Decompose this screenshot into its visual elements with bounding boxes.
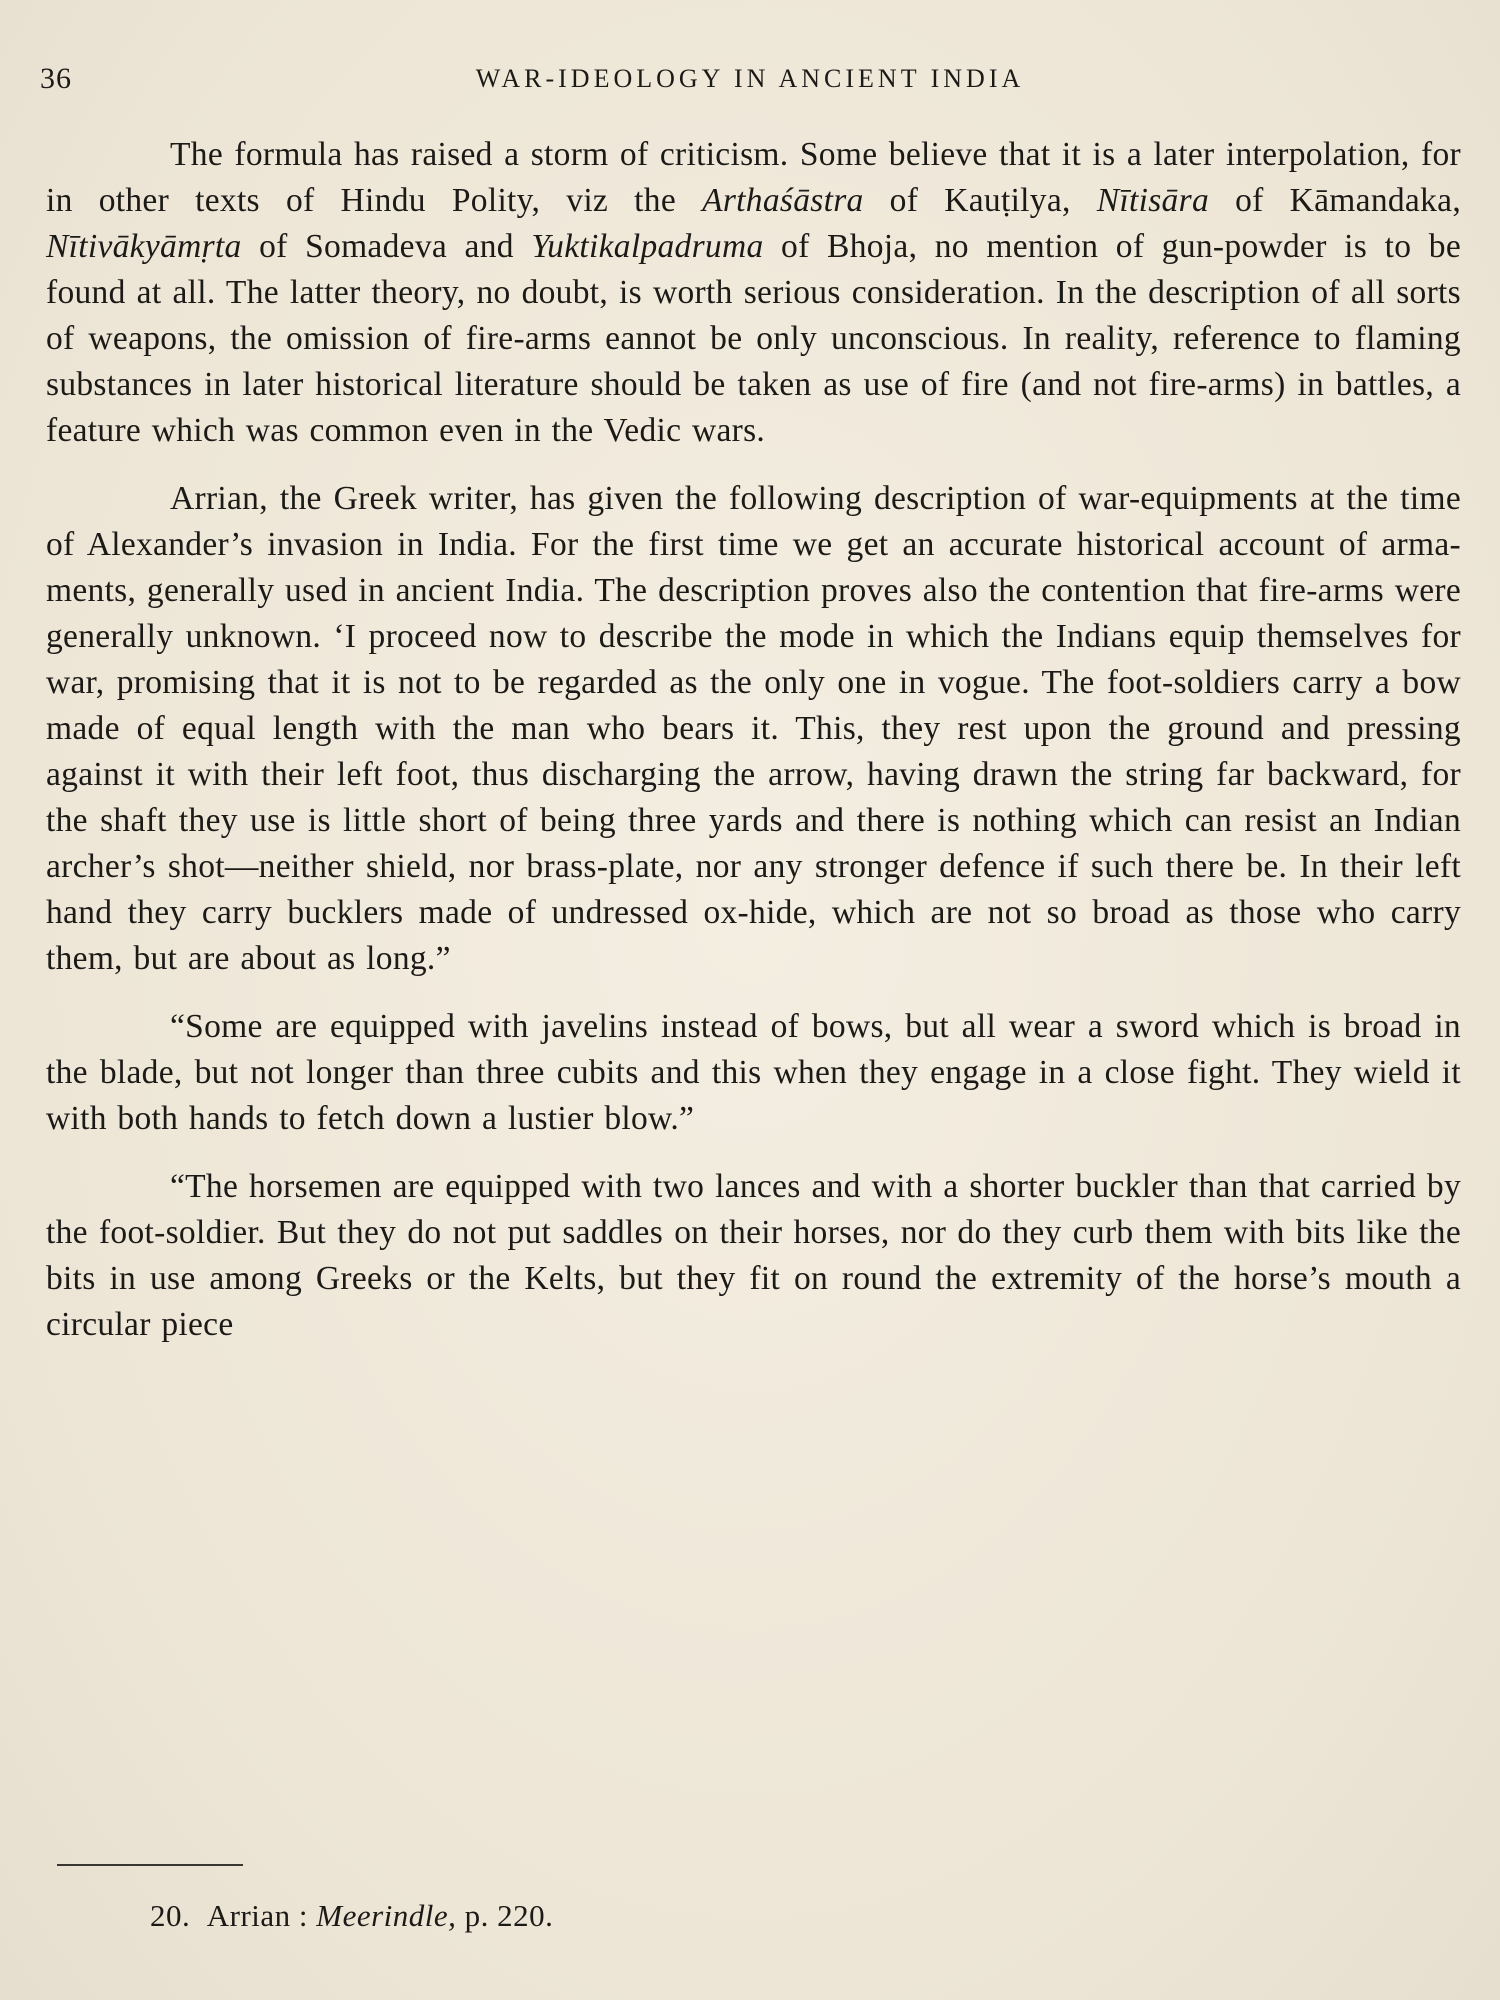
title-yuktikalpadruma: Yuktikalpadruma [531, 228, 764, 265]
paragraph-1-text-e: of Bhoja, no mention of gun-powder is to be found at all. The latter theory, no doubt, is worth serious consideration. In the description of all sorts of weapons, the omission of fire-arms eannot be only unconscious. In reality, reference to flaming substances in later historical literature should be taken as use of fire (and not fire-arms) in battles, a feature which was common even in the Vedic wars. [46, 228, 1462, 449]
title-arthasastra: Arthaśāstra [702, 182, 864, 219]
page-header [40, 62, 1460, 112]
running-title: WAR-IDEOLOGY IN ANCIENT INDIA [475, 64, 1025, 93]
footnote-divider [57, 1864, 243, 1866]
paragraph-1-text-c: of Kāmandaka, [1209, 182, 1461, 219]
paragraph-3: “Some are equipped with javelins instead of bows, but all wear a sword which is broad in the blade, but not longer than three cubits and this when they engage in a close fight. They wield it with both hands to fetch down a lustier blow.” [46, 1008, 1461, 1137]
footnote-number: 20. [150, 1898, 191, 1933]
paragraph-1-text-a: The formula has raised a storm of criticism. Some believe that it is a later interpolation, for in other texts of Hindu Polity, viz the [46, 136, 1461, 219]
footnote-author: Arrian : [206, 1898, 309, 1933]
paragraph-4: “The horsemen are equipped with two lances and with a shorter buckler than that carried by the foot-soldier. But they do not put saddles on their horses, nor do they curb them with bits like the bits in use among Greeks or the Kelts, but they fit on round the extremity of the horse’s mouth a circular piece [46, 1168, 1461, 1343]
title-nitivakyamrta: Nītivākyāmṛta [46, 228, 242, 265]
page-number: 36 [40, 62, 72, 95]
footnote [150, 1896, 553, 1936]
footnote-page: p. 220. [464, 1898, 554, 1933]
title-nitisara: Nītisāra [1096, 182, 1209, 219]
paragraph-1-text-d: of Somadeva and [241, 228, 532, 265]
footnote-work: Meerindle, [316, 1898, 457, 1933]
paragraph-1 [46, 132, 1461, 454]
paragraph-1-text-b: of Kauṭilya, [863, 182, 1097, 219]
paragraph-2: Arrian, the Greek writer, has given the following description of war-equipments at the time of Alexander’s invasion in India. For the first time we get an accurate historical account of arma-ments, generally used in ancient India. The description proves also the contention that fire-arms were generally unknown. ‘I proceed now to describe the mode in which the Indians equip themselves for war, promising that it is not to be regarded as the only one in vogue. The foot-soldiers carry a bow made of equal length with the man who bears it. This, they rest upon the ground and pressing against it with their left foot, thus discharging the arrow, having drawn the string far backward, for the shaft they use is little short of being three yards and there is nothing which can resist an Indian archer’s shot—neither shield, nor brass-plate, nor any stronger defence if such there be. In their left hand they carry bucklers made of undressed ox-hide, which are not so broad as those who carry them, but are about as long.” [46, 480, 1461, 977]
body-text [46, 132, 1461, 1370]
